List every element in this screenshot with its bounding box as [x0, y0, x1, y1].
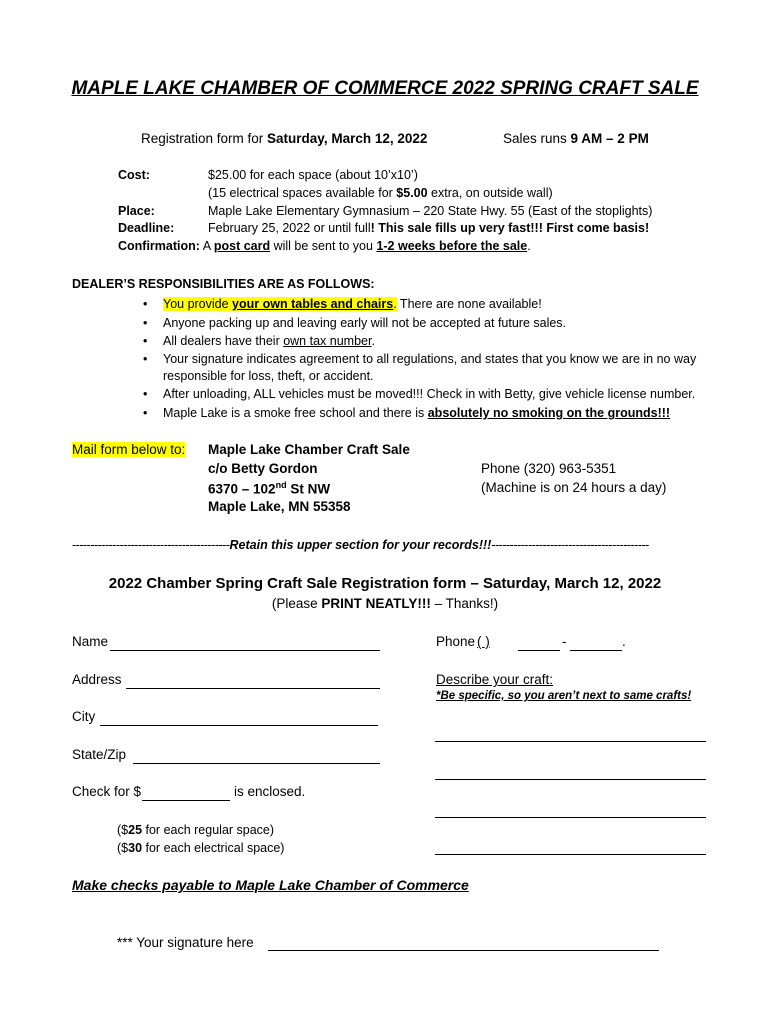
phone-end: . — [622, 634, 626, 649]
city-field[interactable] — [100, 725, 378, 726]
contact-phone: Phone (320) 963-5351 — [481, 461, 617, 476]
electrical-space-fee: ($30 for each electrical space) — [117, 841, 285, 855]
deadline-label: Deadline: — [118, 221, 175, 235]
name-label: Name — [72, 634, 109, 649]
form-heading: 2022 Chamber Spring Craft Sale Registration form – Saturday, March 12, 2022 — [108, 575, 662, 592]
state-zip-field[interactable] — [133, 763, 380, 764]
registration-date-line: Registration form for Saturday, March 12, 2022 — [141, 131, 428, 146]
phone-area-code-field[interactable]: ( ) — [477, 634, 490, 649]
cost-value: $25.00 for each space (about 10’x10’) — [208, 168, 418, 182]
responsibility-item: • Maple Lake is a smoke free school and there is absolutely no smoking on the grounds!!! — [163, 406, 670, 420]
phone-dash: - — [562, 634, 567, 649]
page-title: MAPLE LAKE CHAMBER OF COMMERCE 2022 SPRING CRAFT SALE — [71, 78, 699, 99]
craft-description-line[interactable] — [435, 854, 706, 855]
check-enclosed-label: is enclosed. — [234, 784, 306, 799]
responsibility-item: • Your signature indicates agreement to all regulations, and states that you know we are in no way — [163, 352, 696, 366]
responsibility-item: • Anyone packing up and leaving early will not be accepted at future sales. — [163, 316, 566, 330]
craft-note: *Be specific, so you aren’t next to same crafts! — [436, 690, 692, 702]
mail-address-line-4: Maple Lake, MN 55358 — [208, 499, 351, 514]
highlighted-text: You provide your own tables and chairs. — [163, 297, 397, 311]
responsibility-item: • You provide your own tables and chairs. There are none available! — [163, 297, 542, 311]
signature-label: *** Your signature here — [117, 935, 254, 950]
address-field[interactable] — [126, 688, 380, 689]
place-value: Maple Lake Elementary Gymnasium – 220 State Hwy. 55 (East of the stoplights) — [208, 204, 653, 218]
check-amount-field[interactable] — [142, 800, 230, 801]
payable-note: Make checks payable to Maple Lake Chamber of Commerce — [72, 877, 469, 893]
responsibilities-heading: DEALER’S RESPONSIBILITIES ARE AS FOLLOWS: — [72, 277, 375, 291]
responsibility-item: • After unloading, ALL vehicles must be moved!!! Check in with Betty, give vehicle license number. — [163, 387, 695, 401]
electrical-note: (15 electrical spaces available for $5.00 extra, on outside wall) — [208, 186, 553, 200]
phone-prefix-field[interactable] — [518, 650, 560, 651]
responsibility-item: • All dealers have their own tax number. — [163, 334, 375, 348]
mail-address-line-2: c/o Betty Gordon — [208, 461, 318, 476]
name-field[interactable] — [110, 650, 380, 651]
place-label: Place: — [118, 204, 155, 218]
craft-description-line[interactable] — [435, 779, 706, 780]
responsibility-item-continued: responsible for loss, theft, or accident. — [163, 369, 374, 383]
regular-space-fee: ($25 for each regular space) — [117, 823, 275, 837]
mail-form-label: Mail form below to: — [72, 442, 186, 457]
retain-divider: -------------------------------------------Retain this upper section for your records!!!------------------------------------------- — [72, 538, 649, 552]
confirmation-line: Confirmation: A post card will be sent to you 1-2 weeks before the sale. — [118, 239, 531, 253]
city-label: City — [72, 709, 96, 724]
check-amount-label: Check for $ — [72, 784, 142, 799]
form-subheading: (Please PRINT NEATLY!!! – Thanks!) — [271, 596, 499, 611]
phone-label: Phone — [436, 634, 476, 649]
signature-field[interactable] — [268, 950, 659, 951]
phone-line-field[interactable] — [570, 650, 622, 651]
mail-address-line-3: 6370 – 102nd St NW — [208, 480, 331, 497]
craft-description-line[interactable] — [435, 741, 706, 742]
mail-address-line-1: Maple Lake Chamber Craft Sale — [208, 442, 410, 457]
machine-note: (Machine is on 24 hours a day) — [481, 480, 667, 495]
address-label: Address — [72, 672, 122, 687]
state-zip-label: State/Zip — [72, 747, 127, 762]
describe-craft-label: Describe your craft: — [436, 672, 554, 687]
cost-label: Cost: — [118, 168, 150, 182]
deadline-value: February 25, 2022 or until full! This sale fills up very fast!!! First come basis! — [208, 221, 650, 235]
sales-hours-line: Sales runs 9 AM – 2 PM — [503, 131, 649, 146]
craft-description-line[interactable] — [435, 817, 706, 818]
